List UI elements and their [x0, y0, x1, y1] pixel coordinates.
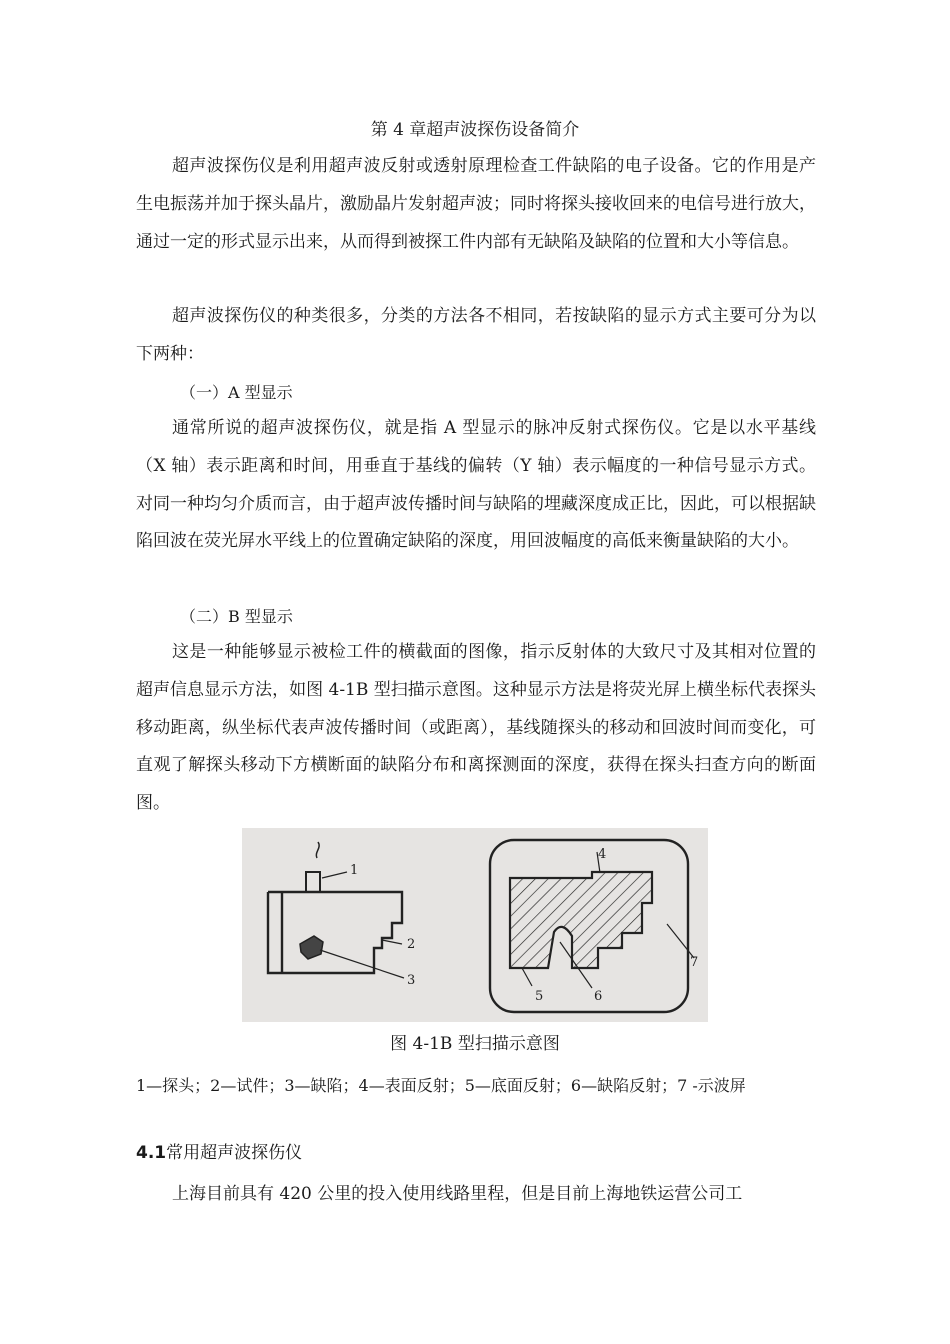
leader-5 [522, 968, 532, 986]
figure-b-scan [242, 828, 708, 1022]
section-number: 4.1 [136, 1143, 167, 1163]
probe-cable [316, 842, 319, 858]
leader-7 [667, 924, 694, 958]
chapter-title: 第 4 章超声波探伤设备简介 [370, 120, 580, 140]
probe [306, 872, 320, 892]
paragraph-intro: 超声波探伤仪是利用超声波反射或透射原理检查工件缺陷的电子设备。它的作用是产生电振荡并加于探头晶片，激励晶片发射超声波；同时将探头接收回来的电信号进行放大，通过一定的形式显示出来，从而得到被探工件内部有无缺陷及缺陷的位置和大小等信息。 [136, 156, 816, 252]
paragraph-a-display: 通常所说的超声波探伤仪，就是指 A 型显示的脉冲反射式探伤仪。它是以水平基线（X 轴）表示距离和时间，用垂直于基线的偏转（Y 轴）表示幅度的一种信号显示方式。对同一种均匀介质而言，由于超声波传播时间与缺陷的埋藏深度成正比，因此，可以根据缺陷回波在荧光屏水平线上的位置确定缺陷的深度，用回波幅度的高低来衡量缺陷的大小。 [136, 418, 816, 552]
leader-1 [322, 872, 347, 878]
figure-caption: 图 4-1B 型扫描示意图 [390, 1034, 560, 1054]
figure-label-1: 1 [350, 863, 359, 878]
figure-label-7: 7 [690, 955, 699, 970]
screen-drawing [490, 840, 694, 1012]
subheading-a-display: （一）A 型显示 [180, 383, 293, 402]
test-piece-drawing [268, 842, 404, 978]
leader-2 [382, 940, 402, 944]
b-scan-diagram [242, 828, 708, 1022]
paragraph-shanghai: 上海目前具有 420 公里的投入使用线路里程，但是目前上海地铁运营公司工 [172, 1184, 743, 1204]
subheading-b-display: （二）B 型显示 [180, 607, 293, 626]
figure-legend: 1—探头；2—试件；3—缺陷；4—表面反射；5—底面反射；6—缺陷反射；7 -示波屏 [136, 1076, 746, 1095]
paragraph-types: 超声波探伤仪的种类很多，分类的方法各不相同，若按缺陷的显示方式主要可分为以下两种： [136, 306, 816, 364]
test-piece [268, 892, 402, 973]
paragraph-b-display: 这是一种能够显示被检工件的横截面的图像，指示反射体的大致尺寸及其相对位置的超声信息显示方法，如图 4-1B 型扫描示意图。这种显示方法是将荧光屏上横坐标代表探头移动距离，纵坐标代表声波传播时间（或距离），基线随探头的移动和回波时间而变化，可直观了解探头移动下方横断面的缺陷分布和离探测面的深度，获得在探头扫查方向的断面图。 [136, 642, 816, 814]
b-scan-image [510, 872, 652, 968]
figure-label-6: 6 [594, 989, 603, 1004]
section-title: 常用超声波探伤仪 [166, 1143, 303, 1163]
section-heading [136, 1140, 302, 1166]
figure-label-2: 2 [407, 937, 416, 952]
figure-label-3: 3 [407, 973, 416, 988]
figure-label-4: 4 [598, 847, 607, 862]
figure-label-5: 5 [535, 989, 544, 1004]
defect [300, 936, 323, 959]
